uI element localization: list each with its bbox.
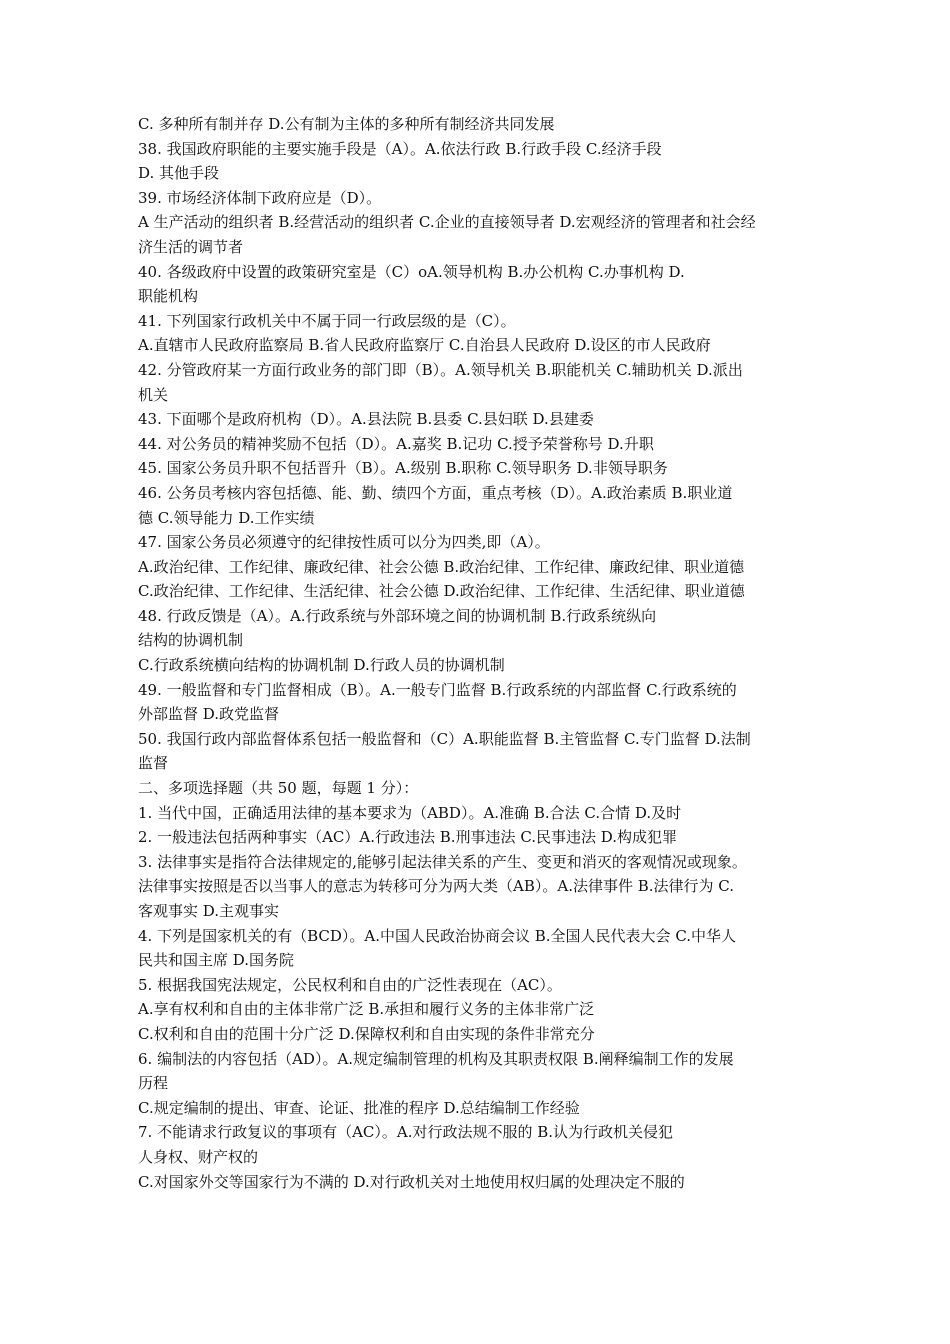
text-line: 39. 市场经济体制下政府应是（D）。 xyxy=(138,188,382,207)
text-line: 监督 xyxy=(138,754,169,773)
section-heading: 二、多项选择题（共 50 题，每题 1 分）： xyxy=(138,779,419,798)
text-line: 6. 编制法的内容包括（AD）。A.规定编制管理的机构及其职责权限 B.阐释编制工作的发展 xyxy=(138,1049,734,1068)
text-line: 40. 各级政府中设置的政策研究室是（C）oA.领导机构 B.办公机构 C.办事机构 D. xyxy=(138,262,685,281)
text-line: 结构的协调机制 xyxy=(138,631,244,650)
text-line: C. 多种所有制并存 D.公有制为主体的多种所有制经济共同发展 xyxy=(138,115,555,133)
text-line: 客观事实 D.主观事实 xyxy=(138,902,280,920)
text-line: 41. 下列国家行政机关中不属于同一行政层级的是（C）。 xyxy=(138,311,516,330)
text-line: 43. 下面哪个是政府机构（D）。A.县法院 B.县委 C.县妇联 D.县建委 xyxy=(138,410,594,429)
text-line: A 生产活动的组织者 B.经营活动的组织者 C.企业的直接领导者 D.宏观经济的管理者和社会经 xyxy=(138,213,756,232)
text-line: 48. 行政反馈是（A）。A.行政系统与外部环境之间的协调机制 B.行政系统纵向 xyxy=(138,606,657,625)
text-line: 职能机构 xyxy=(138,287,199,306)
text-line: 50. 我国行政内部监督体系包括一般监督和（C）A.职能监督 B.主管监督 C.专门监督 D.法制 xyxy=(138,729,751,748)
text-line: 5. 根据我国宪法规定，公民权利和自由的广泛性表现在（AC）。 xyxy=(138,975,562,994)
text-line: 44. 对公务员的精神奖励不包括（D）。A.嘉奖 B.记功 C.授予荣誉称号 D.升职 xyxy=(138,434,654,453)
text-line: 46. 公务员考核内容包括德、能、勤、绩四个方面，重点考核（D）。A.政治素质 B.职业道 xyxy=(138,483,733,502)
text-line: C.规定编制的提出、审查、论证、批准的程序 D.总结编制工作经验 xyxy=(138,1098,580,1117)
text-line: 45. 国家公务员升职不包括晋升（B）。A.级别 B.职称 C.领导职务 D.非领导职务 xyxy=(138,459,668,478)
text-line: 42. 分管政府某一方面行政业务的部门即（B）。A.领导机关 B.职能机关 C.辅助机关 D.派出 xyxy=(138,360,743,379)
text-line: D. 其他手段 xyxy=(138,164,220,183)
text-line: 外部监督 D.政党监督 xyxy=(138,705,280,724)
text-line: C.政治纪律、工作纪律、生活纪律、社会公德 D.政治纪律、工作纪律、生活纪律、职业道德 xyxy=(138,582,745,601)
text-line: 1. 当代中国，正确适用法律的基本要求为（ABD）。A.准确 B.合法 C.合情 D.及时 xyxy=(138,803,682,822)
text-line: 德 C.领导能力 D.工作实绩 xyxy=(138,508,315,527)
text-line: 济生活的调节者 xyxy=(138,237,244,256)
text-line: C.权利和自由的范围十分广泛 D.保障权利和自由实现的条件非常充分 xyxy=(138,1024,595,1043)
text-line: 3. 法律事实是指符合法律规定的,能够引起法律关系的产生、变更和消灭的客观情况或现象。 xyxy=(138,852,747,871)
text-line: 法律事实按照是否以当事人的意志为转移可分为两大类（AB）。A.法律事件 B.法律行为 C. xyxy=(138,877,734,896)
text-line: 7. 不能请求行政复议的事项有（AC）。A.对行政法规不服的 B.认为行政机关侵犯 xyxy=(138,1123,674,1142)
text-line: 历程 xyxy=(138,1074,169,1093)
text-line: 民共和国主席 D.国务院 xyxy=(138,951,295,970)
text-line: C.对国家外交等国家行为不满的 D.对行政机关对土地使用权归属的处理决定不服的 xyxy=(138,1172,685,1191)
document-body xyxy=(138,112,838,1194)
text-line: 2. 一般违法包括两种事实（AC）A.行政违法 B.刑事违法 C.民事违法 D.构成犯罪 xyxy=(138,828,678,847)
text-line: C.行政系统横向结构的协调机制 D.行政人员的协调机制 xyxy=(138,656,505,675)
text-line: 49. 一般监督和专门监督相成（B）。A.一般专门监督 B.行政系统的内部监督 C.行政系统的 xyxy=(138,680,737,699)
text-line: 机关 xyxy=(138,385,169,404)
text-line: 47. 国家公务员必须遵守的纪律按性质可以分为四类,即（A）。 xyxy=(138,533,550,552)
text-line: A.享有权利和自由的主体非常广泛 B.承担和履行义务的主体非常广泛 xyxy=(138,1000,595,1019)
text-line: 4. 下列是国家机关的有（BCD）。A.中国人民政治协商会议 B.全国人民代表大会 C.中华人 xyxy=(138,926,737,945)
text-line: 38. 我国政府职能的主要实施手段是（A）。A.依法行政 B.行政手段 C.经济手段 xyxy=(138,139,662,158)
text-line: A.直辖市人民政府监察局 B.省人民政府监察厅 C.自治县人民政府 D.设区的市人民政府 xyxy=(138,336,711,355)
text-line: A.政治纪律、工作纪律、廉政纪律、社会公德 B.政治纪律、工作纪律、廉政纪律、职业道德 xyxy=(138,557,745,576)
text-line: 人身权、财产权的 xyxy=(138,1147,259,1166)
